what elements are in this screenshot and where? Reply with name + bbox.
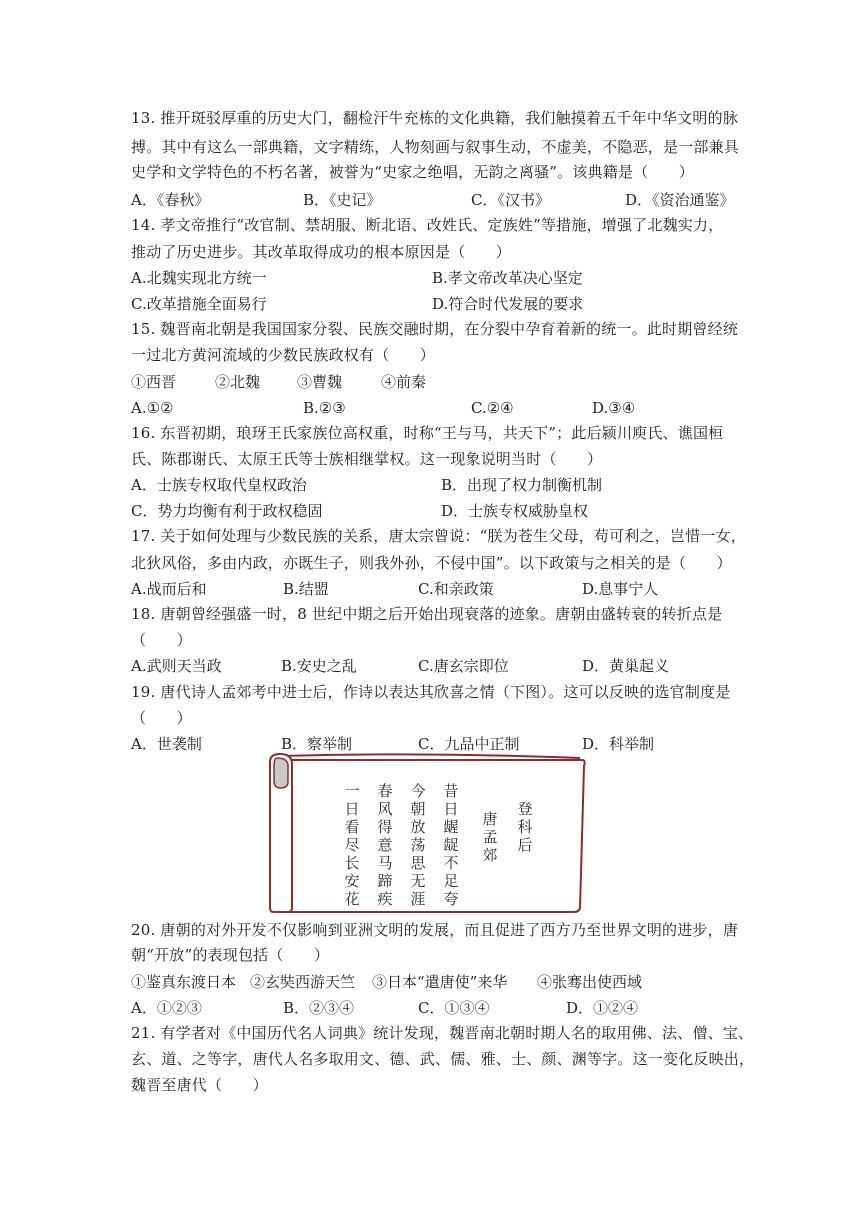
q14-option-b: B.孝文帝改革决心坚定: [432, 269, 583, 287]
q19-option-b: B．察举制: [281, 735, 353, 753]
q14-line-2: 推动了历史进步。其改革取得成功的根本原因是（ ）: [131, 243, 512, 261]
q16-line-2: 氏、陈郡谢氏、太原王氏等士族相继掌权。这一现象说明当时（ ）: [131, 450, 603, 468]
q14-option-c: C.改革措施全面易行: [131, 295, 267, 313]
q15-option-b: B.②③: [303, 399, 346, 417]
q19-option-a: A．世袭制: [131, 735, 202, 753]
q20-item-1: ①鉴真东渡日本: [131, 973, 237, 991]
q18-option-d: D．黄巢起义: [582, 657, 670, 675]
q17-line-1: 17. 关于如何处理与少数民族的关系，唐太宗曾说：“朕为苍生父母，苟可利之，岂惜一女，: [131, 527, 746, 545]
poem-scroll-image: [268, 752, 586, 914]
q13-option-d: D．《资治通鉴》: [625, 191, 735, 209]
q13-line-1: 13. 推开斑驳厚重的历史大门，翻检汗牛充栋的文化典籍，我们触摸着五千年中华文明的脉: [131, 109, 739, 127]
q18-option-b: B.安史之乱: [281, 657, 357, 675]
q14-line-1: 14. 孝文帝推行“改官制、禁胡服、断北语、改姓氏、定族姓”等措施，增强了北魏实力，: [131, 216, 724, 234]
q17-option-d: D.息事宁人: [582, 580, 659, 598]
q14-option-d: D.符合时代发展的要求: [432, 295, 584, 313]
poem-line-1: 昔日龌龊不足夸: [443, 782, 459, 908]
q20-option-c: C．①③④: [418, 999, 490, 1017]
q13-line-3: 史学和文学特色的不朽名著，被誉为“史家之绝唱，无韵之离骚”。该典籍是（ ）: [131, 163, 694, 181]
q21-line-1: 21. 有学者对《中国历代名人词典》统计发现，魏晋南北朝时期人名的取用佛、法、僧、宝、: [131, 1024, 754, 1042]
q15-item-1: ①西晋: [131, 373, 177, 391]
q21-line-2: 玄、道、之等字，唐代人名多取用文、德、武、儒、雅、士、颜、渊等字。这一变化反映出，: [131, 1050, 755, 1068]
q18-option-c: C.唐玄宗即位: [418, 657, 509, 675]
q13-option-b: B．《史记》: [303, 191, 382, 209]
q20-option-a: A．①②③: [131, 999, 202, 1017]
q13-option-a: A．《春秋》: [131, 191, 210, 209]
scroll-frame-graphic: [268, 752, 586, 914]
q16-option-a: A．士族专权取代皇权政治: [131, 476, 307, 494]
q21-line-3: 魏晋至唐代（ ）: [131, 1076, 268, 1094]
q20-item-2: ②玄奘西游天竺: [250, 973, 356, 991]
q19-option-d: D．科举制: [582, 735, 655, 753]
poem-title: 登科后: [517, 800, 533, 854]
q20-item-3: ③日本“遣唐使”来华: [372, 973, 508, 991]
q18-option-a: A.武则天当政: [131, 657, 222, 675]
q20-line-1: 20. 唐朝的对外开发不仅影响到亚洲文明的发展，而且促进了西方乃至世界文明的进步，唐: [131, 921, 739, 939]
q15-item-4: ④前秦: [381, 373, 427, 391]
q15-line-1: 15. 魏晋南北朝是我国国家分裂、民族交融时期，在分裂中孕育着新的统一。此时期曾经统: [131, 320, 739, 338]
q17-line-2: 北狄风俗，多由内政，亦既生子，则我外孙，不侵中国”。以下政策与之相关的是（ ）: [131, 554, 732, 572]
q16-option-c: C．势力均衡有利于政权稳固: [131, 502, 323, 520]
q13-line-2: 搏。其中有这么一部典籍，文字精练，人物刻画与叙事生动，不虚美，不隐恶，是一部兼具: [131, 138, 740, 156]
poem-line-2: 今朝放荡思无涯: [410, 782, 426, 908]
q17-option-a: A.战而后和: [131, 580, 207, 598]
q17-option-b: B.结盟: [283, 580, 329, 598]
q16-option-b: B．出现了权力制衡机制: [441, 476, 603, 494]
q20-option-d: D．①②④: [566, 999, 639, 1017]
poem-line-4: 一日看尽长安花: [344, 782, 360, 908]
q15-option-c: C.②④: [471, 399, 514, 417]
q15-option-d: D.③④: [592, 399, 636, 417]
q16-line-1: 16. 东晋初期，琅玡王氏家族位高权重，时称“王与马，共天下”；此后颍川庾氏、谯国桓: [131, 424, 724, 442]
q19-line-2: （ ）: [131, 709, 192, 727]
poem-line-3: 春风得意马蹄疾: [377, 782, 393, 908]
q14-option-a: A.北魏实现北方统一: [131, 269, 267, 287]
q13-option-c: C．《汉书》: [471, 191, 550, 209]
q17-option-c: C.和亲政策: [418, 580, 494, 598]
q16-option-d: D．士族专权威胁皇权: [441, 502, 589, 520]
q20-line-2: 朝“开放”的表现包括（ ）: [131, 946, 330, 964]
q15-item-2: ②北魏: [215, 373, 261, 391]
q18-line-2: （ ）: [131, 631, 192, 649]
q19-option-c: C．九品中正制: [418, 735, 520, 753]
q15-line-2: 一过北方黄河流域的少数民族政权有（ ）: [131, 346, 436, 364]
q20-item-4: ④张骞出使西域: [537, 973, 643, 991]
q18-line-1: 18. 唐朝曾经强盛一时，8 世纪中期之后开始出现衰落的迹象。唐朝由盛转衰的转折点是: [131, 605, 723, 623]
q15-item-3: ③曹魏: [297, 373, 343, 391]
poem-author: 唐 孟郊: [482, 810, 498, 864]
q15-option-a: A.①②: [131, 399, 174, 417]
q20-option-b: B．②③④: [283, 999, 355, 1017]
q19-line-1: 19. 唐代诗人孟郊考中进士后，作诗以表达其欣喜之情（下图）。这可以反映的选官制度是: [131, 683, 731, 701]
